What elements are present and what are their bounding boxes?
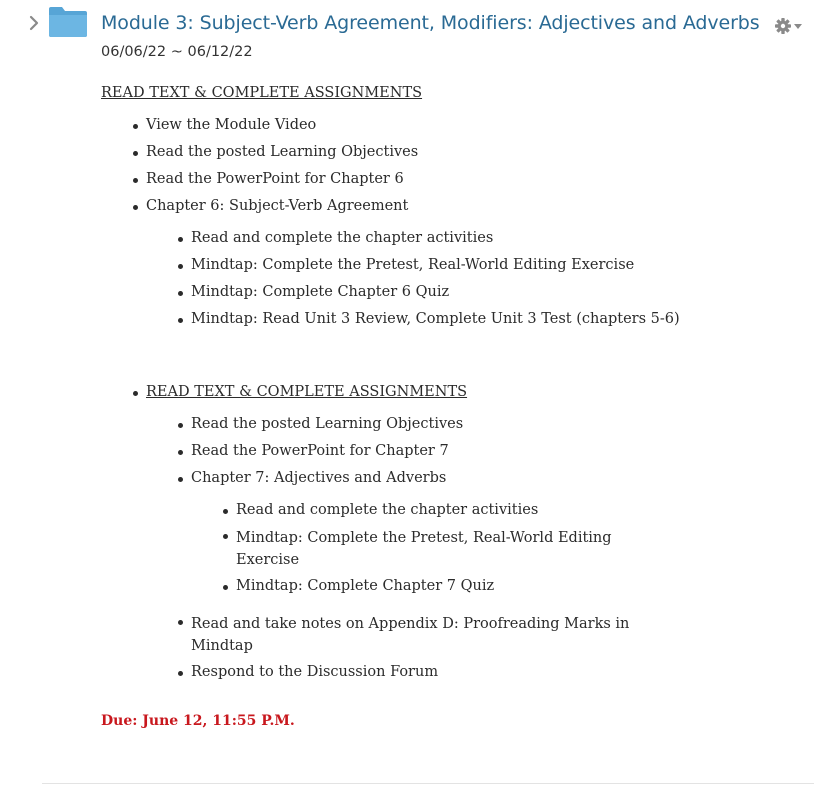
list-item: [191, 465, 801, 600]
list-item: Read the PowerPoint for Chapter 6: [146, 166, 801, 193]
module-title[interactable]: Module 3: Subject-Verb Agreement, Modifiers: Adjectives and Adverbs: [101, 12, 760, 34]
list-item: Mindtap: Complete Chapter 7 Quiz: [236, 573, 801, 600]
gear-icon[interactable]: [774, 16, 806, 36]
caret-down-icon: [794, 24, 802, 29]
list-item-label: Chapter 7: Adjectives and Adverbs: [191, 470, 447, 486]
list-item: Mindtap: Complete the Pretest, Real-World Editing Exercise: [191, 252, 801, 279]
module-dates: 06/06/22 ~ 06/12/22: [101, 44, 253, 60]
divider: [42, 783, 814, 784]
due-date: Due: June 12, 11:55 P.M.: [101, 713, 295, 729]
assignment-list-2: [101, 379, 801, 686]
section-heading-2: READ TEXT & COMPLETE ASSIGNMENTS: [146, 384, 468, 400]
list-item: Read and complete the chapter activities: [191, 225, 801, 252]
list-item: Mindtap: Read Unit 3 Review, Complete Unit 3 Test (chapters 5-6): [191, 306, 801, 333]
list-item: Mindtap: Complete Chapter 6 Quiz: [191, 279, 801, 306]
chapter-6-sublist: [146, 225, 801, 333]
list-item: Read the posted Learning Objectives: [191, 411, 801, 438]
section-heading-1: READ TEXT & COMPLETE ASSIGNMENTS: [101, 85, 423, 101]
list-item: View the Module Video: [146, 112, 801, 139]
chevron-right-icon[interactable]: [28, 14, 40, 32]
list-item-label: Chapter 6: Subject-Verb Agreement: [146, 198, 409, 214]
module-content: [101, 80, 801, 735]
chapter-7-sublist: [191, 497, 801, 600]
folder-icon: [48, 6, 88, 38]
section-2-sublist: [146, 411, 801, 686]
list-item: Mindtap: Complete the Pretest, Real-World Editing Exercise: [236, 524, 676, 573]
module-header: [0, 0, 836, 70]
list-item: Respond to the Discussion Forum: [191, 659, 801, 686]
list-item: Read the PowerPoint for Chapter 7: [191, 438, 801, 465]
list-item: [146, 193, 801, 333]
list-item: [146, 379, 801, 686]
assignment-list-1: [101, 112, 801, 333]
list-item: Read the posted Learning Objectives: [146, 139, 801, 166]
list-item: Read and complete the chapter activities: [236, 497, 801, 524]
list-item: Read and take notes on Appendix D: Proofreading Marks in Mindtap: [191, 610, 631, 659]
